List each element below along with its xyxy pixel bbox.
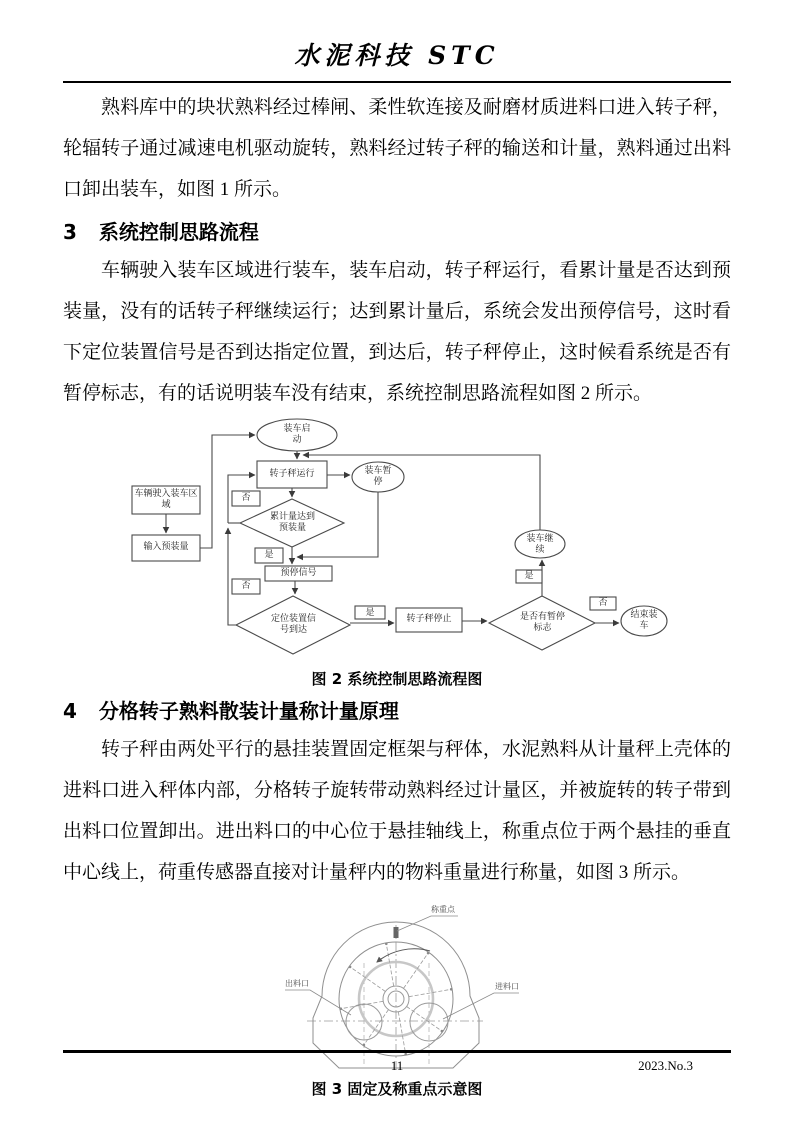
figure-2-caption: 图 2 系统控制思路流程图 [311, 670, 483, 688]
header-rule [63, 81, 731, 83]
paragraph-intro: 熟料库中的块状熟料经过棒闸、柔性软连接及耐磨材质进料口进入转子秤，轮辐转子通过减速电机驱动旋转，熟料经过转子秤的输送和计量，熟料通过出料口卸出装车，如图 1 所示。 [63, 97, 731, 200]
flowchart-node-label: 装车暂停 [364, 466, 392, 487]
rotation-direction-arrow [377, 949, 430, 962]
flowchart-node-label: 是否有暂停标志 [519, 612, 565, 633]
paragraph-section3: 车辆驶入装车区域进行装车，装车启动，转子秤运行，看累计量是否达到预装量，没有的话转子秤继续运行；达到累计量后，系统会发出预停信号，这时看下定位装置信号是否到达指定位置，到达后，转子秤停止，这时候看系统是否有暂停标志，有的话说明装车没有结束，系统控制思路流程如图 2 所示。 [63, 260, 731, 404]
footer-issue: 2023.No.3 [638, 1058, 693, 1073]
inlet-label: 进料口 [495, 982, 519, 991]
section3-number: 3 [63, 220, 77, 244]
page-footer [63, 1050, 731, 1080]
flowchart-node-label: 结束装车 [630, 610, 658, 631]
section3-heading [63, 218, 731, 246]
flowchart-canvas [105, 418, 705, 663]
flowchart-node-label: 输入预装量 [143, 542, 189, 552]
section4-title: 分格转子熟料散装计量称计量原理 [98, 699, 399, 723]
section4-heading [63, 697, 731, 725]
flowchart-node-label: 装车启动 [283, 424, 311, 445]
journal-title: 水泥科技 STC [294, 41, 500, 70]
flowchart-branch-label-no: 否 [241, 581, 251, 591]
footer-row [63, 1058, 731, 1080]
flowchart-node-label: 装车继续 [526, 534, 554, 555]
flowchart-branch-label-no: 否 [241, 493, 251, 503]
flowchart-branch-label-no: 否 [598, 598, 608, 608]
flowchart-branch-label-yes: 是 [524, 571, 534, 581]
footer-rule [63, 1050, 731, 1053]
flowchart-node-label: 转子秤停止 [406, 614, 452, 624]
page-content [63, 0, 731, 1099]
figure-2-flowchart [63, 418, 731, 689]
flowchart-node-label: 累计量达到预装量 [269, 512, 315, 533]
paragraph-section4: 转子秤由两处平行的悬挂装置固定框架与秤体，水泥熟料从计量秤上壳体的进料口进入秤体内部，分格转子旋转带动熟料经过计量区，并被旋转的转子带到出料口位置卸出。进出料口的中心位于悬挂轴线上，称重点位于两个悬挂的垂直中心线上，荷重传感器直接对计量秤内的物料重量进行称量，如图 3 所示。 [63, 739, 731, 883]
section4-number: 4 [63, 699, 77, 723]
section3-title: 系统控制思路流程 [98, 220, 259, 244]
flowchart-node-label: 转子秤运行 [269, 469, 315, 479]
flowchart-node-label: 定位装置信号到达 [270, 614, 316, 635]
weigh-point-label: 称重点 [431, 905, 455, 914]
flowchart-branch-label-yes: 是 [365, 608, 375, 618]
flowchart-node-label: 预停信号 [280, 568, 317, 578]
flowchart-node-label: 车辆驶入装车区域 [134, 489, 198, 510]
journal-header [63, 0, 731, 83]
outlet-label: 出料口 [285, 979, 309, 988]
figure-3-caption: 图 3 固定及称重点示意图 [311, 1080, 483, 1098]
footer-page-number: 11 [390, 1058, 404, 1073]
rotor-scale-drawing [283, 901, 543, 1073]
weighing-point-marker [394, 927, 399, 938]
flowchart-shapes [105, 418, 705, 663]
flowchart-branch-label-yes: 是 [264, 550, 274, 560]
